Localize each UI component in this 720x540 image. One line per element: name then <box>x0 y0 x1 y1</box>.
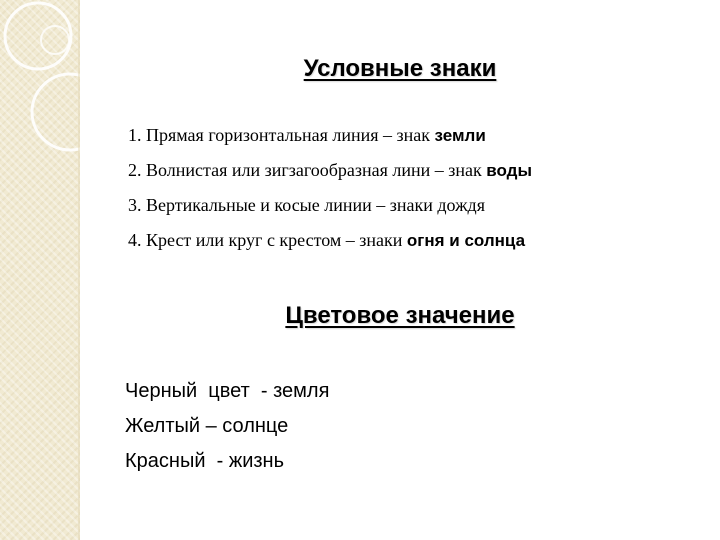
ring-large <box>5 3 71 69</box>
symbol-text: 2. Волнистая или зигзагообразная лини – знак <box>128 160 487 180</box>
ring-small <box>41 26 69 54</box>
symbol-bold: земли <box>434 126 486 145</box>
symbol-text: 4. Крест или круг с крестом – знаки <box>128 230 407 250</box>
symbol-bold: воды <box>486 161 532 180</box>
symbol-item-1 <box>128 122 532 157</box>
decorative-rings <box>0 0 80 540</box>
ring-medium <box>32 74 80 150</box>
symbol-item-3 <box>128 192 532 227</box>
slide-content <box>80 0 720 540</box>
symbol-item-4 <box>128 227 532 262</box>
slide-title: Условные знаки <box>303 55 497 82</box>
color-item-black: Черный цвет - земля <box>125 380 330 402</box>
color-item-yellow: Желтый – солнце <box>125 415 289 437</box>
color-list <box>125 376 329 481</box>
color-meaning-title: Цветовое значение <box>285 302 515 329</box>
symbol-text: 1. Прямая горизонтальная линия – знак <box>128 125 435 145</box>
symbol-text: 3. Вертикальные и косые линии – знаки дождя <box>128 195 485 215</box>
color-item-red: Красный - жизнь <box>125 450 285 472</box>
symbol-list <box>128 122 532 262</box>
symbol-item-2 <box>128 157 532 192</box>
symbol-bold: огня и солнца <box>406 231 526 250</box>
